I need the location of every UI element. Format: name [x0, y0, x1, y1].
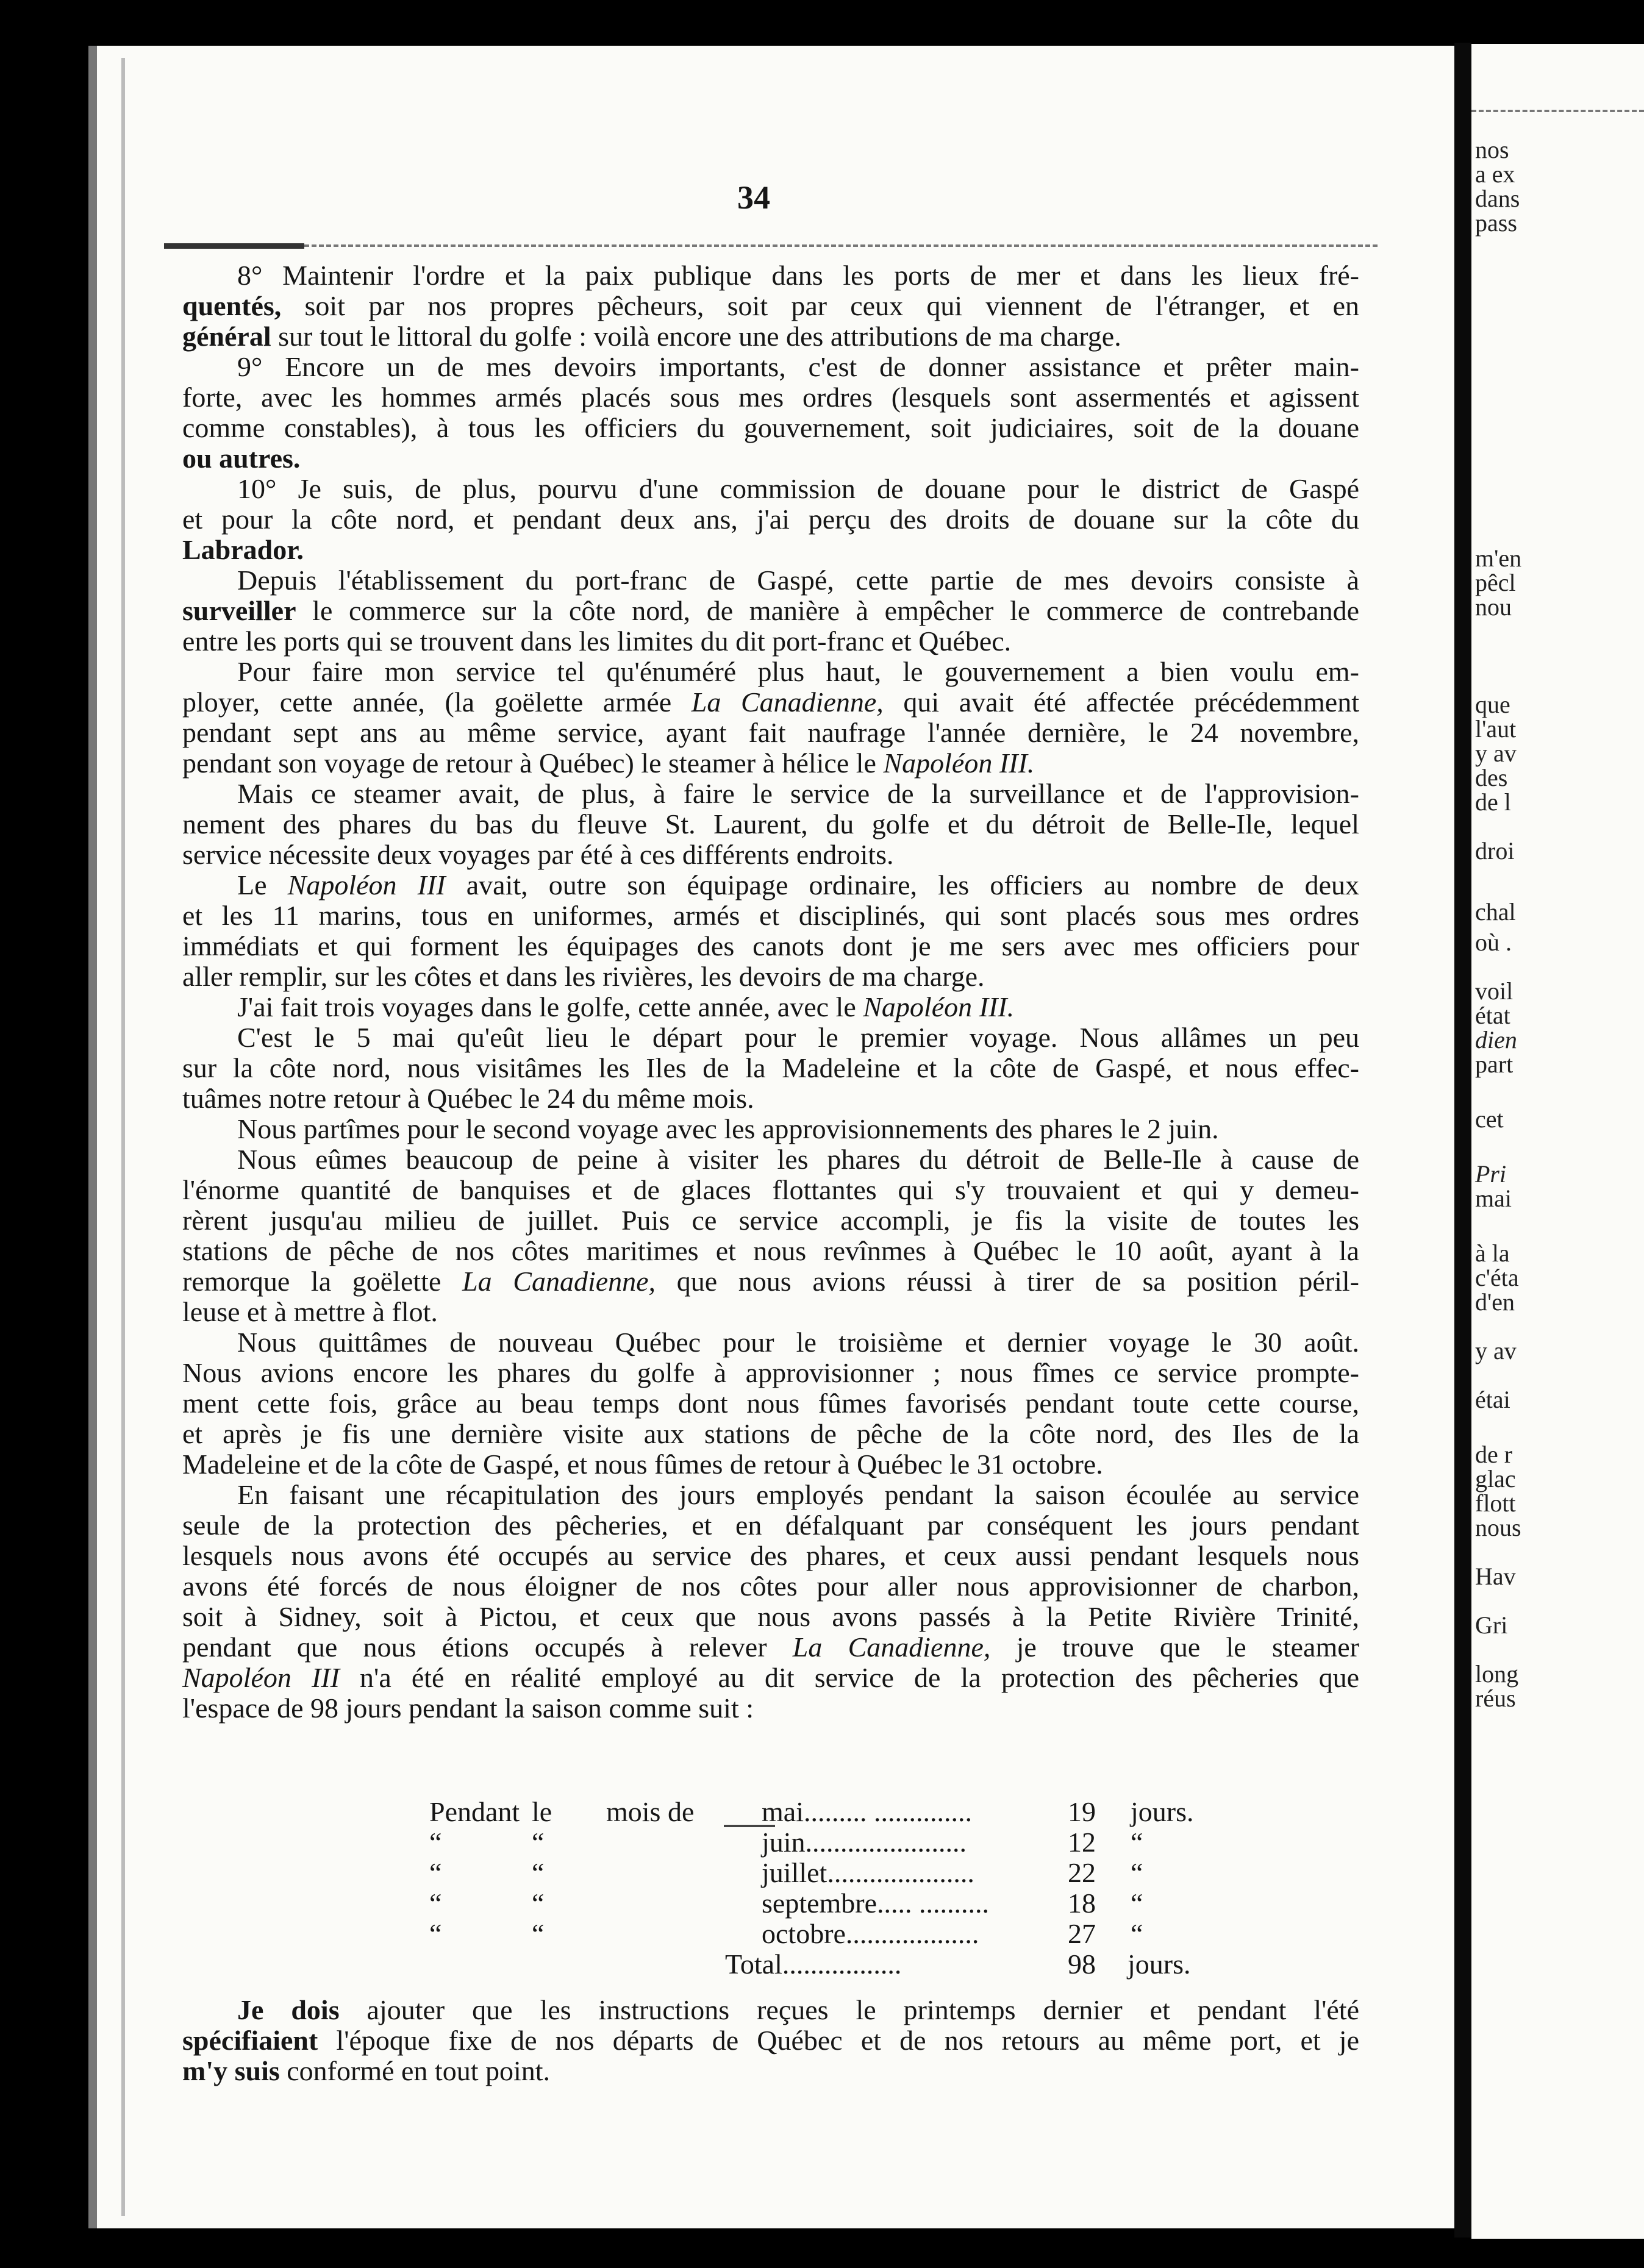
col-unit: “	[1131, 1857, 1143, 1888]
text-span: ajouter que les instructions reçues le printemps dernier et pendant l'été	[339, 1994, 1359, 2025]
text-line	[182, 1053, 1359, 1083]
header-rule	[164, 240, 1378, 249]
text-span: J'ai fait trois voyages dans le golfe, cette année, avec le	[237, 991, 863, 1022]
next-page-text: d'en	[1475, 1288, 1515, 1316]
text-line	[182, 992, 1359, 1022]
text-line	[182, 1266, 1359, 1297]
next-page-text: dien	[1475, 1026, 1517, 1054]
page-number: 34	[737, 179, 770, 216]
table-row	[429, 1797, 1283, 1827]
text-span: conformé en tout point.	[279, 2055, 551, 2086]
next-page-text: Hav	[1475, 1563, 1516, 1590]
table-row	[429, 1888, 1283, 1919]
table-row	[429, 1858, 1283, 1888]
text-span: leuse et à mettre à flot.	[182, 1296, 438, 1327]
days-table	[429, 1797, 1283, 1949]
text-span: soit à Sidney, soit à Pictou, et ceux que nous avons passés à la Petite Rivière Trinité,	[182, 1601, 1359, 1632]
text-line	[182, 1358, 1359, 1388]
bold-text: général	[182, 321, 271, 352]
col-pendant: “	[429, 1918, 442, 1949]
next-page-text: étai	[1475, 1386, 1510, 1413]
col-le: le	[532, 1796, 552, 1827]
col-mois: mois de	[606, 1796, 695, 1827]
bold-text: spécifiaient	[182, 2025, 318, 2056]
text-span: entre les ports qui se trouvent dans les limites du dit port-franc et Québec.	[182, 626, 1012, 657]
text-line	[182, 535, 1359, 565]
col-unit: “	[1131, 1827, 1143, 1858]
total-row	[725, 1948, 1191, 1980]
next-page-text: nous	[1475, 1514, 1521, 1541]
next-page-rule	[1471, 110, 1644, 112]
bold-text: ou autres.	[182, 443, 301, 474]
next-page-text: y av	[1475, 740, 1517, 767]
text-span: et après je fis une dernière visite aux stations de pêche de la côte nord, des Iles de la	[182, 1418, 1359, 1449]
text-span: 10° Je suis, de plus, pourvu d'une commission de douane pour le district de Gaspé	[237, 473, 1359, 504]
text-line	[182, 1083, 1359, 1114]
text-line	[182, 657, 1359, 687]
text-span: pendant sept ans au même service, ayant fait naufrage l'année dernière, le 24 novembre,	[182, 717, 1359, 748]
text-line	[182, 687, 1359, 718]
bold-text: Labrador.	[182, 534, 304, 565]
next-page-text: de r	[1475, 1441, 1513, 1468]
text-line	[182, 352, 1359, 382]
text-span: 9° Encore un de mes devoirs importants, c'est de donner assistance et prêter main-	[237, 351, 1359, 382]
text-span: lesquels nous avons été occupés au service des phares, et ceux aussi pendant lesquels nous	[182, 1540, 1359, 1571]
col-pendant: Pendant	[429, 1796, 520, 1827]
col-month: juin.......................	[762, 1827, 967, 1858]
text-span: l'espace de 98 jours pendant la saison comme suit :	[182, 1692, 754, 1724]
text-line	[182, 1297, 1359, 1327]
italic-text: Napoléon III	[182, 1662, 340, 1693]
text-line	[182, 1205, 1359, 1236]
col-pendant: “	[429, 1827, 442, 1858]
closing-paragraph	[182, 1995, 1359, 2086]
text-line	[182, 382, 1359, 413]
next-page-text: part	[1475, 1050, 1514, 1078]
col-unit: jours.	[1131, 1796, 1194, 1827]
text-line	[182, 2056, 1359, 2086]
text-line	[182, 718, 1359, 748]
header-rule-dashed	[304, 244, 1378, 247]
next-page-text: pêcl	[1475, 569, 1516, 596]
col-month: septembre..... ..........	[762, 1888, 990, 1919]
next-page-text: nos	[1475, 136, 1509, 163]
text-line	[182, 1419, 1359, 1449]
text-line	[182, 1388, 1359, 1419]
text-span: pendant que nous étions occupés à relever	[182, 1631, 793, 1663]
text-span: seule de la protection des pêcheries, et en défalquant par conséquent les jours pendant	[182, 1510, 1359, 1541]
total-unit: jours.	[1128, 1949, 1191, 1980]
col-le: “	[532, 1918, 545, 1949]
next-page-text: pass	[1475, 209, 1517, 237]
next-page-text: à la	[1475, 1239, 1510, 1267]
text-span: stations de pêche de nos côtes maritimes et nous revînmes à Québec le 10 août, ayant à la	[182, 1235, 1359, 1266]
col-le: “	[532, 1827, 545, 1858]
text-span: Mais ce steamer avait, de plus, à faire le service de la surveillance et de l'approvision-	[237, 778, 1359, 809]
italic-text: La Canadienne,	[691, 686, 884, 718]
text-span: forte, avec les hommes armés placés sous mes ordres (lesquels sont assermentés et agissent	[182, 382, 1359, 413]
text-span: Nous partîmes pour le second voyage avec les approvisionnements des phares le 2 juin.	[237, 1113, 1219, 1144]
text-line	[182, 260, 1359, 291]
next-page-text: voil	[1475, 977, 1514, 1005]
next-page-text: a ex	[1475, 160, 1515, 188]
text-line	[182, 474, 1359, 504]
text-span: n'a été en réalité employé au dit service de la protection des pêcheries que	[339, 1662, 1360, 1693]
italic-text: Napoléon III	[287, 869, 446, 900]
text-line	[182, 1541, 1359, 1571]
next-page-text: l'aut	[1475, 715, 1517, 743]
text-span: soit par nos propres pêcheurs, soit par ceux qui viennent de l'étranger, et en	[281, 290, 1359, 321]
text-span: tuâmes notre retour à Québec le 24 du même mois.	[182, 1083, 754, 1114]
text-line	[182, 870, 1359, 900]
text-line	[182, 840, 1359, 870]
col-pendant: “	[429, 1857, 442, 1888]
text-line	[182, 1175, 1359, 1205]
text-span: En faisant une récapitulation des jours employés pendant la saison écoulée au service	[237, 1479, 1359, 1510]
table-row	[429, 1919, 1283, 1949]
book-gutter	[1454, 43, 1471, 2238]
text-line	[182, 321, 1359, 352]
text-line	[182, 1144, 1359, 1175]
text-span: l'époque fixe de nos départs de Québec et de nos retours au même port, et je	[318, 2025, 1359, 2056]
text-span: comme constables), à tous les officiers du gouvernement, soit judiciaires, soit de la douane	[182, 412, 1359, 443]
text-span: rèrent jusqu'au milieu de juillet. Puis ce service accompli, je fis la visite de toutes les	[182, 1205, 1359, 1236]
text-line	[182, 2025, 1359, 2056]
next-page-text: cet	[1475, 1105, 1504, 1133]
col-days: 12	[1068, 1827, 1096, 1858]
col-days: 19	[1068, 1796, 1096, 1827]
total-rule	[724, 1825, 775, 1827]
text-span: service nécessite deux voyages par été à ces différents endroits.	[182, 839, 894, 870]
next-page-text: de l	[1475, 788, 1511, 816]
body-text	[182, 260, 1359, 1724]
col-le: “	[532, 1888, 545, 1919]
text-line	[182, 626, 1359, 657]
total-days: 98	[1068, 1949, 1096, 1980]
text-span: ment cette fois, grâce au beau temps dont nous fûmes favorisés pendant toute cette course,	[182, 1388, 1359, 1419]
text-line	[182, 1571, 1359, 1602]
text-line	[182, 1114, 1359, 1144]
text-line	[182, 748, 1359, 779]
text-span: l'énorme quantité de banquises et de glaces flottantes qui s'y trouvaient et qui y demeu-	[182, 1174, 1359, 1205]
next-page-text: état	[1475, 1002, 1510, 1029]
col-unit: “	[1131, 1918, 1143, 1949]
text-line	[182, 1022, 1359, 1053]
next-page-text: droi	[1475, 837, 1515, 865]
text-line	[182, 443, 1359, 474]
scan-border-left	[0, 0, 88, 2268]
col-month: octobre...................	[762, 1918, 979, 1949]
next-page-text: c'éta	[1475, 1264, 1519, 1291]
next-page-text: réus	[1475, 1685, 1516, 1712]
text-span: Le	[237, 869, 288, 900]
next-page-text: dans	[1475, 185, 1520, 212]
document-page	[88, 46, 1454, 2228]
text-span: Pour faire mon service tel qu'énuméré plus haut, le gouvernement a bien voulu em-	[237, 656, 1359, 687]
text-line	[182, 1995, 1359, 2025]
text-span: Depuis l'établissement du port-franc de Gaspé, cette partie de mes devoirs consiste à	[237, 565, 1359, 596]
col-days: 27	[1068, 1918, 1096, 1949]
text-span: qui avait été affectée précédemment	[883, 686, 1359, 718]
text-span: nement des phares du bas du fleuve St. Laurent, du golfe et du détroit de Belle-Ile, lequel	[182, 808, 1359, 840]
text-line	[182, 1480, 1359, 1510]
next-page-text: chal	[1475, 898, 1516, 925]
italic-text: Napoléon III.	[883, 747, 1035, 779]
next-page-text: long	[1475, 1660, 1519, 1688]
text-span: Nous avions encore les phares du golfe à approvisionner ; nous fîmes ce service prompte-	[182, 1357, 1359, 1388]
next-page-fragment	[1471, 44, 1644, 2239]
text-line	[182, 1632, 1359, 1663]
next-page-text: nou	[1475, 593, 1512, 621]
text-line	[182, 1327, 1359, 1358]
next-page-text: mai	[1475, 1185, 1512, 1212]
text-span: pendant son voyage de retour à Québec) le steamer à hélice le	[182, 747, 884, 779]
text-line	[182, 1236, 1359, 1266]
next-page-text: flott	[1475, 1489, 1516, 1517]
col-days: 22	[1068, 1857, 1096, 1888]
bold-text: Je dois	[237, 1994, 340, 2025]
bold-text: quentés,	[182, 290, 282, 321]
col-month: mai......... ..............	[762, 1796, 972, 1827]
next-page-text: où .	[1475, 929, 1512, 956]
text-line	[182, 504, 1359, 535]
text-span: aller remplir, sur les côtes et dans les rivières, les devoirs de ma charge.	[182, 961, 985, 992]
italic-text: Napoléon III.	[863, 991, 1015, 1022]
next-page-text: y av	[1475, 1337, 1517, 1364]
text-span: sur tout le littoral du golfe : voilà encore une des attributions de ma charge.	[271, 321, 1121, 352]
text-line	[182, 1449, 1359, 1480]
next-page-text: Pri	[1475, 1160, 1507, 1188]
text-span: C'est le 5 mai qu'eût lieu le départ pour le premier voyage. Nous allâmes un peu	[237, 1022, 1359, 1053]
text-span: je trouve que le steamer	[990, 1631, 1359, 1663]
col-days: 18	[1068, 1888, 1096, 1919]
total-label: Total.................	[725, 1949, 902, 1980]
bold-text: surveiller	[182, 595, 296, 626]
text-span: immédiats et qui forment les équipages des canots dont je me sers avec mes officiers pour	[182, 930, 1359, 961]
text-line	[182, 809, 1359, 840]
text-line	[182, 1510, 1359, 1541]
col-le: “	[532, 1857, 545, 1888]
text-span: avait, outre son équipage ordinaire, les officiers au nombre de deux	[445, 869, 1359, 900]
header-rule-thick	[164, 243, 304, 249]
text-line	[182, 291, 1359, 321]
next-page-text: des	[1475, 764, 1508, 791]
italic-text: La Canadienne,	[792, 1631, 991, 1663]
text-line	[182, 931, 1359, 961]
text-span: et pour la côte nord, et pendant deux ans, j'ai perçu des droits de douane sur la côte du	[182, 504, 1359, 535]
next-page-text: glac	[1475, 1465, 1516, 1492]
text-span: remorque la goëlette	[182, 1266, 463, 1297]
text-span: le commerce sur la côte nord, de manière à empêcher le commerce de contrebande	[296, 595, 1359, 626]
col-unit: “	[1131, 1888, 1143, 1919]
col-month: juillet.....................	[762, 1857, 974, 1888]
text-line	[182, 565, 1359, 596]
text-span: que nous avions réussi à tirer de sa position péril-	[656, 1266, 1359, 1297]
text-span: Madeleine et de la côte de Gaspé, et nous fûmes de retour à Québec le 31 octobre.	[182, 1449, 1103, 1480]
bold-text: m'y suis	[182, 2055, 280, 2086]
table-row	[429, 1827, 1283, 1858]
next-page-text: m'en	[1475, 544, 1522, 572]
text-line	[182, 779, 1359, 809]
text-span: Nous eûmes beaucoup de peine à visiter les phares du détroit de Belle-Ile à cause de	[237, 1144, 1359, 1175]
text-span: avons été forcés de nous éloigner de nos côtes pour aller nous approvisionner de charbon,	[182, 1571, 1359, 1602]
next-page-text: Gri	[1475, 1611, 1508, 1639]
text-span: sur la côte nord, nous visitâmes les Iles de la Madeleine et la côte de Gaspé, et nous effec-	[182, 1052, 1359, 1083]
text-line	[182, 900, 1359, 931]
text-span: et les 11 marins, tous en uniformes, armés et disciplinés, qui sont placés sous mes ordres	[182, 900, 1359, 931]
text-span: ployer, cette année, (la goëlette armée	[182, 686, 692, 718]
italic-text: La Canadienne,	[462, 1266, 656, 1297]
text-span: Nous quittâmes de nouveau Québec pour le troisième et dernier voyage le 30 août.	[237, 1327, 1359, 1358]
text-line	[182, 1693, 1359, 1724]
next-page-text: que	[1475, 691, 1510, 718]
page-edge-shadow	[121, 58, 125, 2216]
text-line	[182, 596, 1359, 626]
text-line	[182, 1602, 1359, 1632]
col-pendant: “	[429, 1888, 442, 1919]
text-line	[182, 413, 1359, 443]
text-line	[182, 1663, 1359, 1693]
text-span: 8° Maintenir l'ordre et la paix publique dans les ports de mer et dans les lieux fré-	[237, 260, 1359, 291]
text-line	[182, 961, 1359, 992]
